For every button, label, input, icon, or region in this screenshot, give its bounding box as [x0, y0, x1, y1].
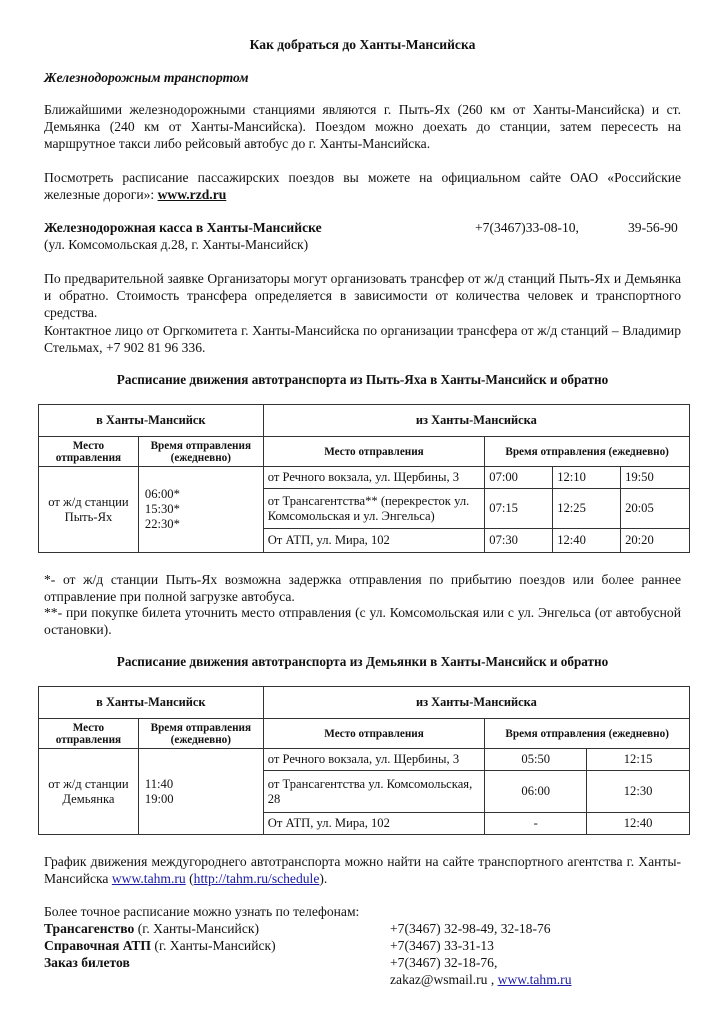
contact-email: zakaz@wsmail.ru ,	[390, 972, 498, 987]
kassa-phone-1: +7(3467)33-08-10,	[475, 220, 579, 235]
s1-row-time: 12:10	[553, 467, 621, 489]
contact-email-row	[390, 971, 572, 988]
rail-heading: Железнодорожным транспортом	[44, 70, 249, 85]
s2-to-place: от ж/д станции Демьянка	[39, 749, 139, 835]
s2-from-header: из Ханты-Мансийска	[263, 687, 689, 719]
contact-phone: +7(3467) 32-18-76,	[390, 955, 498, 970]
tahm-link[interactable]: www.tahm.ru	[111, 871, 186, 887]
contact-phone: +7(3467) 33-31-13	[390, 938, 494, 953]
contact-city: (г. Ханты-Мансийск)	[134, 921, 259, 936]
tahm-footer-link[interactable]: www.tahm.ru	[497, 972, 572, 987]
contact-name: Трансагенство	[44, 921, 135, 936]
s1-to-time: 22:30*	[144, 517, 180, 531]
s2-row-time: 05:50	[485, 749, 587, 771]
s2-col-from-time: Время отправления (ежедневно)	[485, 719, 690, 749]
s2-row-time: 12:30	[587, 771, 690, 813]
s2-col-time: Время отправления (ежедневно)	[138, 719, 263, 749]
paren-close: ).	[319, 871, 328, 887]
contact-phone: +7(3467) 32-98-49, 32-18-76	[390, 921, 551, 936]
s1-row-time: 20:05	[621, 489, 690, 529]
s1-to-header: в Ханты-Мансийск	[39, 405, 264, 437]
rzd-paragraph	[44, 169, 681, 203]
s1-row-time: 19:50	[621, 467, 690, 489]
transfer-paragraph: По предварительной заявке Организаторы могут организовать трансфер от ж/д станций Пыть-Ях и Демьянка и обратно. Стоимость трансфера определяется в зависимости от количества человек и транспортного средства.	[44, 271, 681, 321]
s1-to-place: от ж/д станции Пыть-Ях	[39, 467, 139, 553]
rzd-text: Посмотреть расписание пассажирских поездов вы можете на официальном сайте ОАО «Российские железные дороги»:	[44, 170, 681, 203]
contact-paragraph: Контактное лицо от Оргкомитета г. Ханты-Мансийска по организации трансфера от ж/д станций – Владимир Стельмах, +7 902 81 96 336.	[44, 323, 681, 356]
s1-row-time: 12:25	[553, 489, 621, 529]
s2-row-time: -	[485, 813, 587, 835]
s2-to-time: 19:00	[144, 791, 174, 806]
s1-row-time: 07:15	[485, 489, 553, 529]
contact-name: Заказ билетов	[44, 955, 130, 970]
contact-transagency	[44, 920, 259, 937]
rzd-link[interactable]: www.rzd.ru	[157, 187, 227, 203]
s1-to-times	[138, 467, 263, 553]
paren-open: (	[185, 871, 194, 887]
s2-row-place: От АТП, ул. Мира, 102	[263, 813, 485, 835]
s1-from-header: из Ханты-Мансийска	[263, 405, 689, 437]
s1-row-place: от Трансагентства** (перекресток ул. Комсомольская и ул. Энгельса)	[263, 489, 485, 529]
phones-intro: Более точное расписание можно узнать по телефонам:	[44, 904, 360, 919]
intercity-paragraph	[44, 853, 681, 887]
contact-city: (г. Ханты-Мансийск)	[151, 938, 276, 953]
s2-row-time: 12:40	[587, 813, 690, 835]
s2-row-time: 06:00	[485, 771, 587, 813]
s1-col-time: Время отправления (ежедневно)	[138, 437, 263, 467]
s1-row-time: 07:30	[485, 529, 553, 553]
contact-atp	[44, 937, 276, 954]
s1-row-place: От АТП, ул. Мира, 102	[263, 529, 485, 553]
s2-col-place: Место отправления	[39, 719, 139, 749]
contact-tickets	[44, 954, 130, 971]
rail-paragraph: Ближайшими железнодорожными станциями являются г. Пыть-Ях (260 км от Ханты-Мансийска) и ст. Демьянка (240 км от Ханты-Мансийска). Поездом можно доехать до станции, затем пересесть на маршрутное такси либо рейсовый автобус до г. Ханты-Мансийска.	[44, 102, 681, 152]
note-2: **- при покупке билета уточнить место отправления (с ул. Комсомольская или с ул. Энгельса (от автобусной остановки).	[44, 605, 681, 638]
contact-name: Справочная АТП	[44, 938, 152, 953]
s1-col-place: Место отправления	[39, 437, 139, 467]
s1-row-time: 12:40	[553, 529, 621, 553]
s1-to-time: 15:30*	[144, 502, 180, 516]
schedule1-table	[38, 404, 690, 553]
schedule2-table	[38, 686, 690, 835]
s2-row-place: от Речного вокзала, ул. Щербины, 3	[263, 749, 485, 771]
s1-row-place: от Речного вокзала, ул. Щербины, 3	[263, 467, 485, 489]
tahm-schedule-link[interactable]: http://tahm.ru/schedule	[193, 871, 320, 887]
kassa-title: Железнодорожная касса в Ханты-Мансийске	[44, 220, 322, 235]
s1-to-time: 06:00*	[144, 487, 180, 501]
s2-col-from-place: Место отправления	[263, 719, 485, 749]
page-title: Как добраться до Ханты-Мансийска	[249, 37, 476, 52]
s1-col-from-place: Место отправления	[263, 437, 485, 467]
s1-col-from-time: Время отправления (ежедневно)	[485, 437, 690, 467]
kassa-phone-2: 39-56-90	[628, 220, 678, 235]
s2-row-time: 12:15	[587, 749, 690, 771]
s2-to-time: 11:40	[144, 776, 174, 791]
schedule1-title: Расписание движения автотранспорта из Пыть-Яха в Ханты-Мансийск и обратно	[116, 372, 609, 387]
s2-row-place: от Трансагентства ул. Комсомольская, 28	[263, 771, 485, 813]
kassa-address: (ул. Комсомольская д.28, г. Ханты-Мансийск)	[44, 237, 309, 252]
s2-to-header: в Ханты-Мансийск	[39, 687, 264, 719]
schedule2-title: Расписание движения автотранспорта из Демьянки в Ханты-Мансийск и обратно	[116, 654, 609, 669]
s1-row-time: 07:00	[485, 467, 553, 489]
note-1: *- от ж/д станции Пыть-Ях возможна задержка отправления по прибытию поездов или более раннее отправление при полной загрузке автобуса.	[44, 572, 681, 605]
intercity-text: График движения междугороднего автотранспорта можно найти на сайте транспортного агентства г. Ханты-Мансийска	[44, 854, 681, 887]
s2-to-times	[138, 749, 263, 835]
s1-row-time: 20:20	[621, 529, 690, 553]
